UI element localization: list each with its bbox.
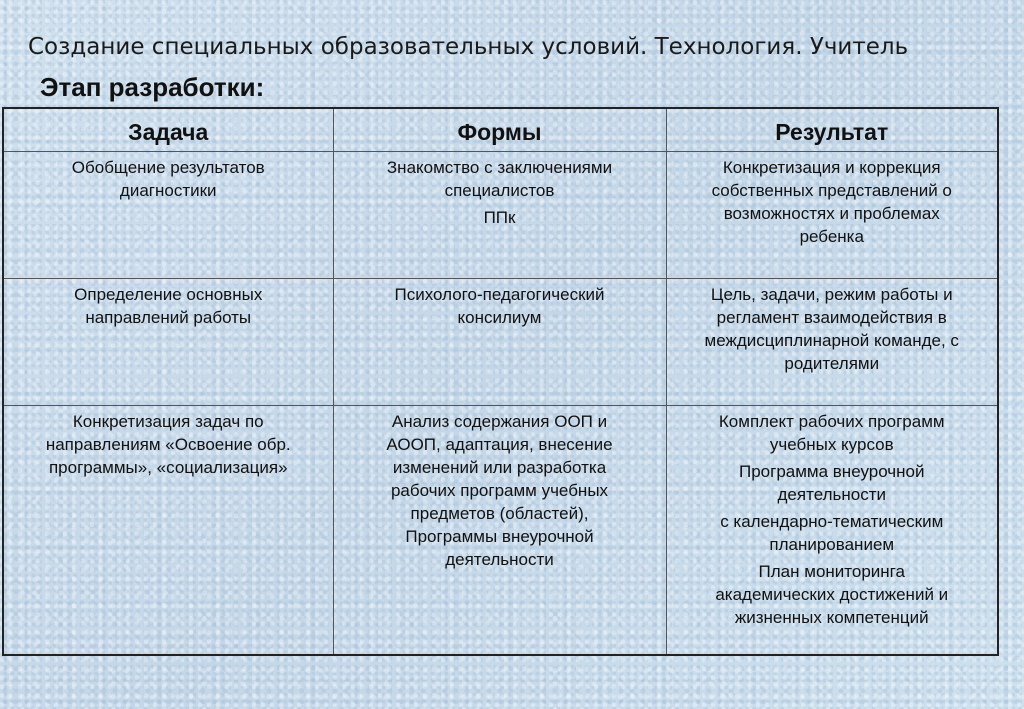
result-item xyxy=(675,410,990,456)
table-row xyxy=(3,279,998,406)
cell-text: Конкретизация и коррекция xyxy=(722,158,941,177)
cell-text: планированием xyxy=(769,535,895,554)
table-row xyxy=(3,406,998,656)
development-stage-table xyxy=(2,107,999,656)
cell-text: рабочих программ учебных xyxy=(390,481,609,500)
stage-title: Этап разработки: xyxy=(40,72,265,102)
result-item xyxy=(675,560,990,629)
cell-text: родителями xyxy=(784,354,880,373)
cell-text: академических достижений и xyxy=(715,585,949,604)
task-cell xyxy=(3,152,333,279)
forms-cell xyxy=(333,406,666,656)
cell-text: Определение основных xyxy=(74,285,263,304)
cell-text: направлений работы xyxy=(85,308,252,327)
table-header-row xyxy=(3,108,998,152)
cell-text: Цель, задачи, режим работы и xyxy=(710,285,953,304)
cell-text: консилиум xyxy=(457,308,542,327)
result-cell xyxy=(666,279,998,406)
task-cell xyxy=(3,406,333,656)
result-item xyxy=(675,460,990,506)
result-item xyxy=(675,510,990,556)
cell-text: изменений или разработка xyxy=(392,458,607,477)
cell-text: Программа внеурочной xyxy=(738,462,925,481)
cell-text: с календарно-тематическим xyxy=(720,512,944,531)
cell-text: специалистов xyxy=(444,181,555,200)
cell-text: междисциплинарной команде, с xyxy=(704,331,959,350)
cell-text: АООП, адаптация, внесение xyxy=(386,435,613,454)
cell-text: ребенка xyxy=(799,227,864,246)
cell-text: жизненных компетенций xyxy=(734,608,929,627)
task-cell xyxy=(3,279,333,406)
forms-cell xyxy=(333,279,666,406)
cell-text: Комплект рабочих программ xyxy=(718,412,945,431)
cell-text: Знакомство с заключениями xyxy=(386,158,613,177)
forms-cell xyxy=(333,152,666,279)
result-cell xyxy=(666,406,998,656)
column-header-forms: Формы xyxy=(333,108,666,152)
cell-text: регламент взаимодействия в xyxy=(716,308,947,327)
cell-text: Психолого-педагогический xyxy=(394,285,605,304)
cell-text: Конкретизация задач по xyxy=(72,412,264,431)
cell-text: возможностях и проблемах xyxy=(723,204,940,223)
cell-text: Анализ содержания ООП и xyxy=(391,412,608,431)
cell-text: деятельности xyxy=(777,485,886,504)
cell-text: программы», «социализация» xyxy=(48,458,288,477)
cell-text: ППк xyxy=(483,208,516,227)
result-cell xyxy=(666,152,998,279)
cell-text: собственных представлений о xyxy=(711,181,952,200)
cell-text: учебных курсов xyxy=(769,435,894,454)
slide-subtitle: Создание специальных образовательных условий. Технология. Учитель xyxy=(28,34,909,60)
cell-text: предметов (областей), xyxy=(410,504,589,523)
column-header-result: Результат xyxy=(666,108,998,152)
column-header-task: Задача xyxy=(3,108,333,152)
cell-text: деятельности xyxy=(445,550,554,569)
cell-text: Обобщение результатов xyxy=(71,158,265,177)
cell-text: Программы внеурочной xyxy=(405,527,594,546)
cell-text: диагностики xyxy=(119,181,217,200)
cell-text: направлениям «Освоение обр. xyxy=(45,435,291,454)
table-row xyxy=(3,152,998,279)
cell-text: План мониторинга xyxy=(758,562,905,581)
